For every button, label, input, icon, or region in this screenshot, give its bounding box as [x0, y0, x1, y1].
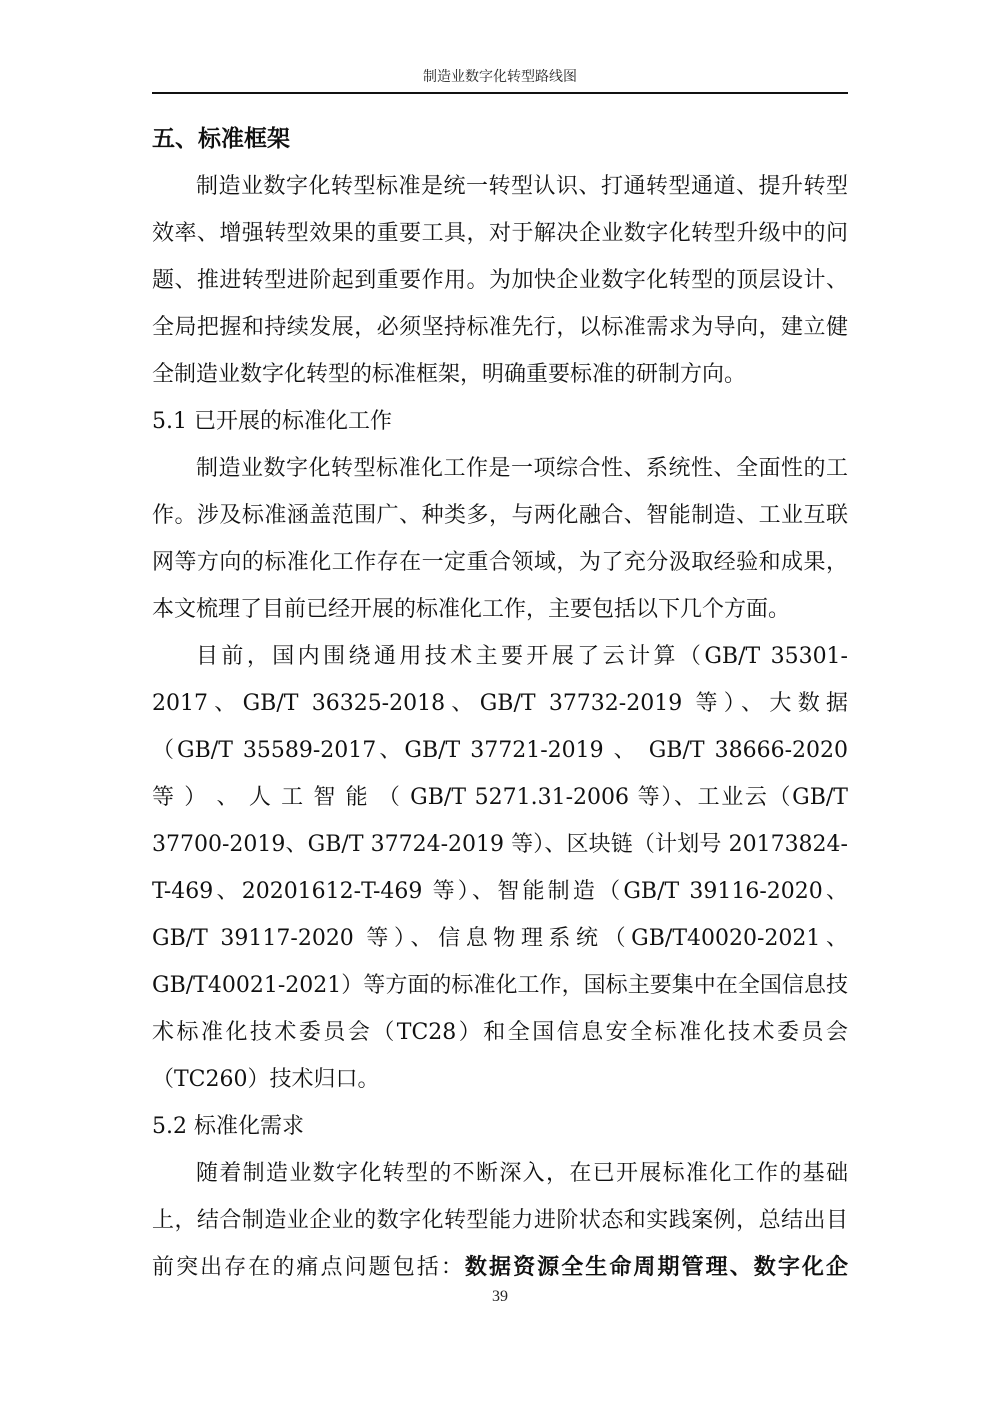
header-rule [152, 92, 848, 94]
section-title: 五、标准框架 [152, 126, 290, 152]
running-head: 制造业数字化转型路线图 [423, 69, 577, 85]
paragraph-bold-text: 数据资源全生命周期管理、数字化企 [464, 1255, 848, 1280]
subsection-title-5-1: 5.1 已开展的标准化工作 [152, 409, 392, 434]
subsection-5-1-paragraph-2: 目前，国内围绕通用技术主要开展了云计算（GB/T 35301-2017、GB/T 36325-2018、GB/T 37732-2019 等）、大数据（GB/T 35589-2017、GB/T 37721-2019 、 GB/T 38666-2020 等 ） 、 人 工 智 能 （ GB/T 5271.31-2006 等）、工业云（GB/T 37700-2019、GB/T 37724-2019 等）、区块链（计划号 20173824-T-469、20201612-T-469 等）、智能制造（GB/T 39116-2020、GB/T 39117-2020 等）、信息物理系统（GB/T40020-2021、GB/T40021-2021）等方面的标准化工作，国标主要集中在全国信息技术标准化技术委员会（TC28）和全国信息安全标准化技术委员会（TC260）技术归口。 [152, 644, 848, 1092]
subsection-title-5-2: 5.2 标准化需求 [152, 1114, 304, 1139]
subsection-5-2-paragraph-1 [152, 1150, 848, 1291]
intro-paragraph: 制造业数字化转型标准是统一转型认识、打通转型通道、提升转型效率、增强转型效果的重要工具，对于解决企业数字化转型升级中的问题、推进转型进阶起到重要作用。为加快企业数字化转型的顶层设计、全局把握和持续发展，必须坚持标准先行，以标准需求为导向，建立健全制造业数字化转型的标准框架，明确重要标准的研制方向。 [152, 174, 848, 387]
paragraph-normal-text: 随着制造业数字化转型的不断深入，在已开展标准化工作的基础上，结合制造业企业的数字化转型能力进阶状态和实践案例，总结出目前突出存在的痛点问题包括： [152, 1161, 848, 1280]
subsection-5-1-paragraph-1: 制造业数字化转型标准化工作是一项综合性、系统性、全面性的工作。涉及标准涵盖范围广、种类多，与两化融合、智能制造、工业互联网等方向的标准化工作存在一定重合领域，为了充分汲取经验和成果，本文梳理了目前已经开展的标准化工作，主要包括以下几个方面。 [152, 456, 848, 622]
body-text [152, 116, 848, 1291]
page-number: 39 [492, 1288, 508, 1305]
